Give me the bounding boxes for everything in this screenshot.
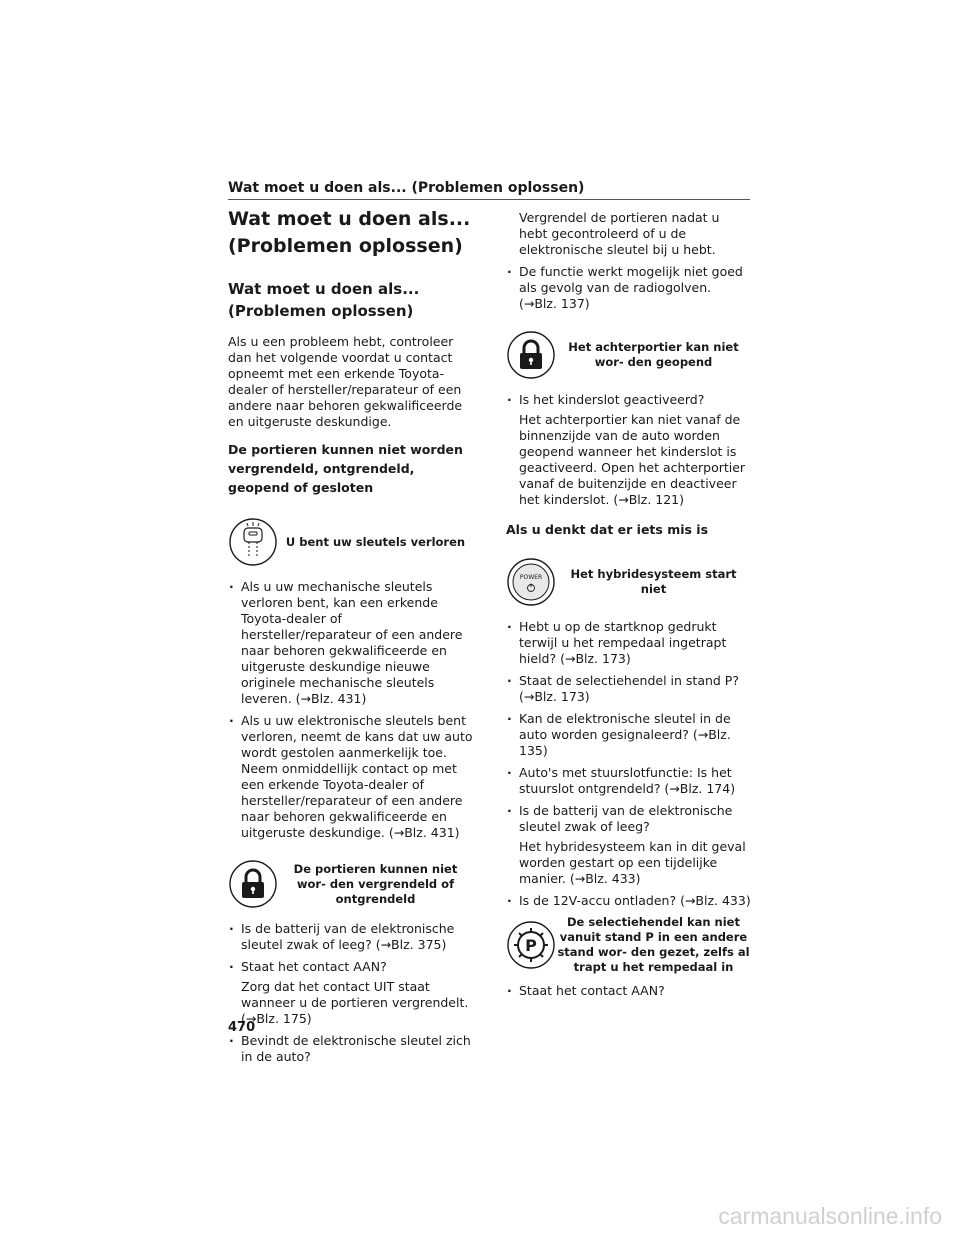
child-lock-list [506, 392, 751, 508]
door-lock-label: De portieren kunnen niet wor- den vergrendeld of ontgrendeld [293, 861, 458, 906]
p-letter: P [525, 936, 537, 955]
padlock-icon [506, 330, 556, 380]
lost-keys-row [228, 513, 473, 571]
list-item: · Is de batterij van de elektronische sleutel zwak of leeg? Het hybridesysteem kan in dit geval worden gestart op een tijdelijke manier. (→Blz. 433) [506, 803, 751, 887]
header-rule [228, 199, 750, 200]
shift-lever-row [506, 915, 751, 975]
shift-lever-list [506, 983, 751, 999]
list-item: · Is de 12V-accu ontladen? (→Blz. 433) [506, 893, 751, 909]
shift-lever-label: De selectiehendel kan niet vanuit stand P in een andere stand wor- den gezet, zelfs al trapt u het rempedaal in [557, 915, 750, 974]
list-item: · De functie werkt mogelijk niet goed als gevolg van de radiogolven. (→Blz. 137) [506, 264, 751, 312]
list-item: · Als u uw elektronische sleutels bent verloren, neemt de kans dat uw auto wordt gestolen aanmerkelijk toe. Neem onmiddellijk contact op met een erkende Toyota-dealer of hersteller/reparateur of een andere naar behoren gekwalificeerde en uitgeruste deskundige. (→Blz. 431) [228, 713, 473, 841]
hybrid-start-row [506, 553, 751, 611]
left-column [228, 204, 473, 1065]
hybrid-start-list [506, 619, 751, 909]
radio-waves-list [506, 264, 751, 312]
door-lock-list [228, 921, 473, 1065]
list-item: · Staat het contact AAN? Zorg dat het contact UIT staat wanneer u de portieren vergrendelt. (→Blz. 175) [228, 959, 473, 1027]
continuation-paragraph: Vergrendel de portieren nadat u hebt gecontroleerd of u de elektronische sleutel bij u hebt. [519, 210, 720, 257]
power-text: POWER [519, 574, 543, 581]
list-item: · Is het kinderslot geactiveerd? Het achterportier kan niet vanaf de binnenzijde van de auto worden geopend wanneer het kinderslot is geactiveerd. Open het achterportier vanaf de buitenzijde en deactiveer het kinderslot. (→Blz. 121) [506, 392, 751, 508]
list-item: · Als u uw mechanische sleutels verloren bent, kan een erkende Toyota-dealer of hersteller/reparateur of een andere naar behoren gekwalificeerde en uitgeruste deskundige nieuwe originele mechanische sleutels leveren. (→Blz. 431) [228, 579, 473, 707]
section-title: Wat moet u doen als... (Problemen oplossen) [228, 280, 420, 320]
lost-keys-label: U bent uw sleutels verloren [285, 534, 466, 549]
rear-door-row [506, 326, 751, 384]
list-item: · Auto's met stuurslotfunctie: Is het stuurslot ontgrendeld? (→Blz. 174) [506, 765, 751, 797]
problem-heading: Als u denkt dat er iets mis is [506, 522, 709, 537]
padlock-icon [228, 859, 278, 909]
hybrid-start-label: Het hybridesysteem start niet [570, 567, 737, 596]
power-button-icon [506, 557, 556, 607]
rear-door-label: Het achterportier kan niet wor- den geopend [568, 340, 739, 369]
running-header: Wat moet u doen als... (Problemen oplossen) [228, 180, 585, 196]
list-item: · Is de batterij van de elektronische sleutel zwak of leeg? (→Blz. 375) [228, 921, 473, 953]
page-number: 470 [228, 1020, 256, 1035]
key-icon [228, 517, 278, 567]
watermark: carmanualsonline.info [718, 1203, 942, 1229]
park-gear-icon [506, 920, 556, 970]
list-item: · Staat het contact AAN? [506, 983, 751, 999]
intro-paragraph: Als u een probleem hebt, controleer dan het volgende voordat u contact opneemt met een erkende Toyota-dealer of hersteller/reparateur of een andere naar behoren gekwalificeerde en uitgeruste deskundige. [228, 334, 463, 429]
door-lock-row [228, 855, 473, 913]
doors-heading: De portieren kunnen niet worden vergrendeld, ontgrendeld, geopend of gesloten [228, 442, 463, 495]
lost-keys-list [228, 579, 473, 841]
list-item: · Hebt u op de startknop gedrukt terwijl u het rempedaal ingetrapt hield? (→Blz. 173) [506, 619, 751, 667]
list-item: · Staat de selectiehendel in stand P? (→Blz. 173) [506, 673, 751, 705]
page-title: Wat moet u doen als... (Problemen oplossen) [228, 208, 471, 257]
list-item: · Kan de elektronische sleutel in de auto worden gesignaleerd? (→Blz. 135) [506, 711, 751, 759]
list-item: · Bevindt de elektronische sleutel zich in de auto? [228, 1033, 473, 1065]
right-column [506, 204, 751, 999]
